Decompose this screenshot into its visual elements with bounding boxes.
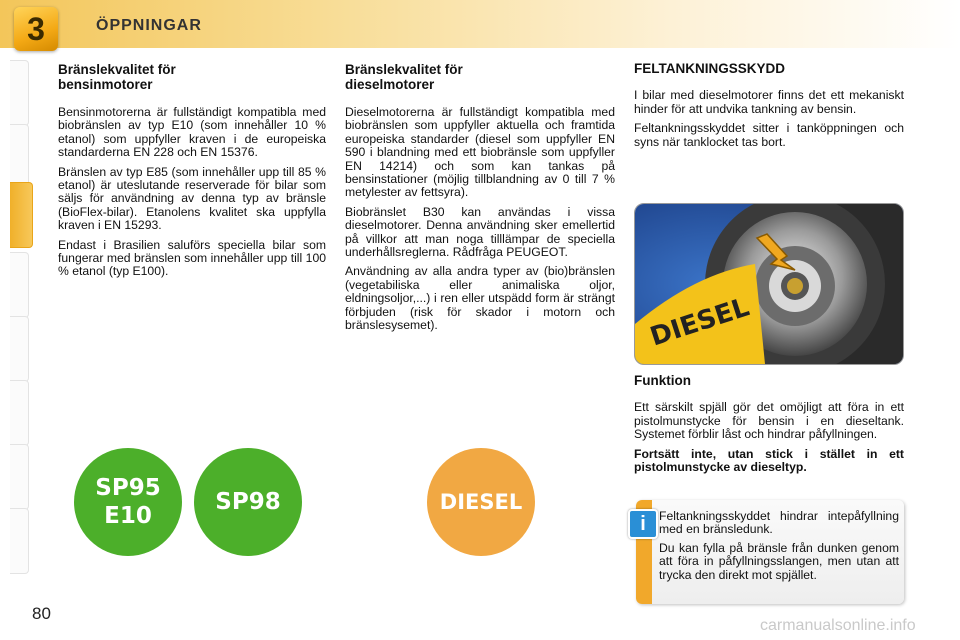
chapter-tab-active[interactable] [10,182,33,248]
function-section [634,374,904,480]
paragraph: Endast i Brasilien saluförs speciella bilar som fungerar med bränslen som innehåller upp till 100 % etanol (typ E100). [58,237,326,279]
paragraph: Bränslen av typ E85 (som innehåller upp till 85 % etanol) är uteslutande reserverade för bilar som säljs för användning av denna typ av bränsle (BioFlex-bilar). Etanolens kvalitet ska uppfylla kraven i EN 15293. [58,164,326,233]
chapter-title: ÖPPNINGAR [96,17,202,34]
misfuel-protection-column [634,62,904,155]
petrol-fuel-column [58,62,326,285]
sp95-e10-badge [74,448,182,556]
e10-label: E10 [104,503,152,529]
fuel-filler-photo [634,203,904,365]
sp95-label: SP95 [95,475,161,501]
chapter-tab[interactable] [10,508,29,574]
chapter-tab-strip [0,60,32,580]
function-heading: Funktion [634,373,691,388]
paragraph: Du kan fylla på bränsle från dunken genom att föra in påfyllningsslangen, men utan att trycka den direkt mot spjället. [659,540,899,582]
petrol-heading [58,62,326,92]
chapter-tab[interactable] [10,316,29,382]
paragraph: Feltankningsskyddet hindrar intepåfyllning med en bränsledunk. [659,509,899,537]
chapter-tab[interactable] [10,252,29,318]
info-text [659,510,899,587]
info-icon: i [628,509,658,539]
paragraph: Dieselmotorerna är fullständigt kompatibla med biobränslen som uppfyller aktuella och framtida europeiska standarder (diesel som uppfyller EN 590 i blandning med ett biobränsle som uppfyller EN 14214) och som kan tankas på bensinstationer (möjlig tillblandning av 0 till 7 % metylester av fettsyra). [345,105,615,200]
diesel-heading-line1: Bränslekvalitet för [345,62,463,77]
sp98-badge [194,448,302,556]
cap-label-text: DIESEL [646,292,753,353]
diesel-badge [427,448,535,556]
sp98-label: SP98 [215,489,281,515]
petrol-heading-line2: bensinmotorer [58,77,153,92]
petrol-heading-line1: Bränslekvalitet för [58,62,176,77]
chapter-tab[interactable] [10,60,29,126]
diesel-label: DIESEL [439,490,523,514]
page-number: 80 [32,604,51,623]
chapter-tab[interactable] [10,444,29,510]
diesel-heading-line2: dieselmotorer [345,77,435,92]
paragraph: Ett särskilt spjäll gör det omöjligt att föra in ett pistolmunstycke för bensin i en dieseltank. Systemet förblir låst och hindrar påfyllningen. [634,400,904,442]
watermark: carmanualsonline.info [760,617,916,634]
chapter-number-badge: 3 [14,7,58,51]
paragraph: Biobränslet B30 kan användas i vissa dieselmotorer. Denna användning sker emellertid på villkor att man noga tilllämpar de speciella underhållsreglerna. Rådfråga PEUGEOT. [345,204,615,260]
warning-paragraph: Fortsätt inte, utan stick i stället in ett pistolmunstycke av dieseltyp. [634,446,904,475]
misfuel-heading: FELTANKNINGSSKYDD [634,61,785,76]
chapter-tab[interactable] [10,380,29,446]
paragraph: I bilar med dieselmotorer finns det ett mekaniskt hinder för att undvika tankning av bensin. [634,88,904,116]
diesel-fuel-column [345,62,615,339]
paragraph: Feltankningsskyddet sitter i tanköppningen och syns när tanklocket tas bort. [634,121,904,149]
paragraph: Bensinmotorerna är fullständigt kompatibla med biobränslen av typ E10 (som innehåller 10 % etanol) som uppfyller kraven i de europeiska standarderna EN 228 och EN 15376. [58,105,326,160]
diesel-heading [345,62,615,92]
chapter-tab[interactable] [10,124,29,190]
paragraph: Användning av alla andra typer av (bio)bränslen (vegetabiliska eller animaliska oljor, eldningsoljor,...) i ren eller utspädd form är strängt förbjuden (risk för skador i motorn och bränslesysemet). [345,264,615,333]
